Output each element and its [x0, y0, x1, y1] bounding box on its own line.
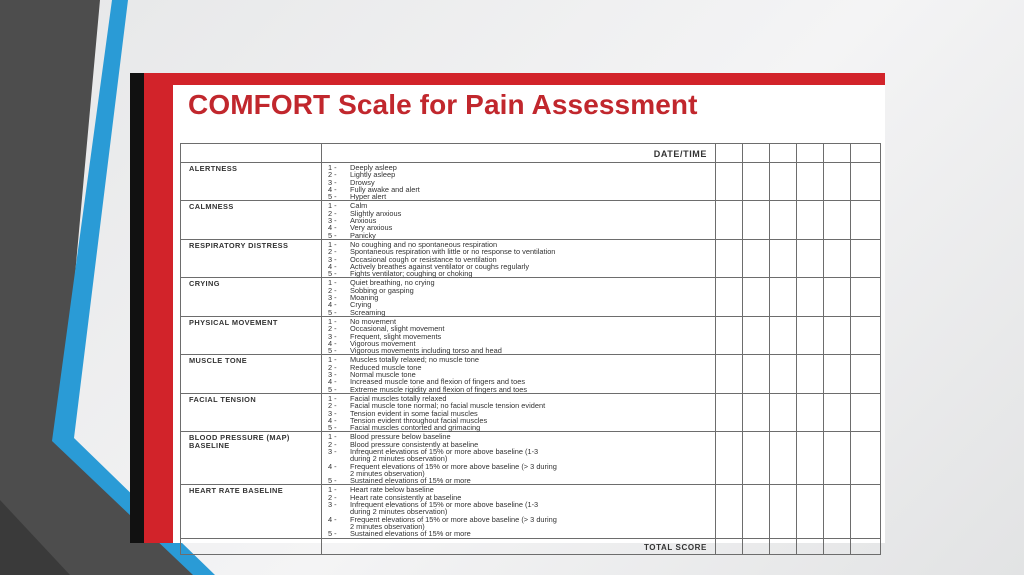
category-row [181, 316, 881, 354]
option-text: Very anxious [350, 223, 393, 233]
option-text: Blood pressure consistently at baseline [350, 439, 479, 449]
score-cell[interactable] [770, 538, 797, 554]
score-cell[interactable] [743, 163, 770, 201]
category-row [181, 201, 881, 239]
score-cell[interactable] [824, 355, 851, 393]
option-number: 3 - [328, 177, 337, 187]
red-side-bar [144, 73, 173, 543]
option-line [328, 232, 712, 239]
score-cell[interactable] [824, 144, 851, 163]
score-cell[interactable] [770, 485, 797, 538]
category-options [322, 163, 716, 201]
option-text: Tension evident in some facial muscles [350, 408, 478, 418]
score-cell[interactable] [770, 144, 797, 163]
option-number: 5 - [328, 384, 337, 394]
score-cell[interactable] [824, 278, 851, 316]
header-blank [181, 144, 322, 163]
score-cell[interactable] [770, 239, 797, 277]
category-name: FACIAL TENSION [181, 393, 322, 431]
category-row [181, 278, 881, 316]
score-cell[interactable] [851, 393, 881, 431]
option-number: 2 - [328, 285, 337, 295]
option-number: 1 - [328, 393, 337, 403]
score-cell[interactable] [770, 316, 797, 354]
option-text: Sobbing or gasping [350, 285, 414, 295]
score-cell[interactable] [851, 355, 881, 393]
score-cell[interactable] [770, 355, 797, 393]
category-name: CALMNESS [181, 201, 322, 239]
option-number: 2 - [328, 324, 337, 334]
page-title: COMFORT Scale for Pain Assessment [188, 89, 698, 120]
score-cell[interactable] [716, 201, 743, 239]
score-cell[interactable] [797, 355, 824, 393]
option-number: 5 - [328, 307, 337, 317]
category-row [181, 432, 881, 485]
score-cell[interactable] [770, 432, 797, 485]
option-number: 4 - [328, 377, 337, 387]
header-row [181, 144, 881, 163]
option-number: 1 - [328, 316, 337, 326]
comfort-scale-table [180, 143, 881, 555]
option-text: Normal muscle tone [350, 370, 416, 380]
score-cell[interactable] [797, 278, 824, 316]
score-cell[interactable] [851, 163, 881, 201]
black-side-bar [130, 73, 144, 543]
total-blank [181, 538, 322, 554]
category-name: CRYING [181, 278, 322, 316]
score-cell[interactable] [851, 278, 881, 316]
category-name: HEART RATE BASELINE [181, 485, 322, 538]
option-text: Actively breathes against ventilator or coughs regularly [350, 261, 530, 271]
option-number: 3 - [328, 293, 337, 303]
score-cell[interactable] [770, 201, 797, 239]
option-text: during 2 minutes observation) [350, 507, 448, 517]
score-cell[interactable] [743, 239, 770, 277]
option-number: 3 - [328, 446, 337, 456]
score-cell[interactable] [851, 201, 881, 239]
score-cell[interactable] [824, 201, 851, 239]
option-text: Calm [350, 201, 368, 211]
option-text: Fully awake and alert [350, 184, 420, 194]
score-cell[interactable] [797, 432, 824, 485]
category-row [181, 355, 881, 393]
score-cell[interactable] [851, 316, 881, 354]
option-number: 2 - [328, 492, 337, 502]
score-cell[interactable] [851, 432, 881, 485]
category-name: ALERTNESS [181, 163, 322, 201]
option-number: 5 - [328, 192, 337, 202]
option-number: 1 - [328, 201, 337, 211]
score-cell[interactable] [743, 485, 770, 538]
option-text: Moaning [350, 293, 379, 303]
category-name: MUSCLE TONE [181, 355, 322, 393]
score-cell[interactable] [716, 432, 743, 485]
option-number: 4 - [328, 338, 337, 348]
category-row [181, 163, 881, 201]
category-options [322, 432, 716, 485]
score-cell[interactable] [797, 485, 824, 538]
option-text: Crying [350, 300, 372, 310]
score-cell[interactable] [797, 201, 824, 239]
option-text: Spontaneous respiration with little or no response to ventilation [350, 247, 556, 257]
score-cell[interactable] [770, 163, 797, 201]
option-number: 3 - [328, 500, 337, 510]
category-options [322, 239, 716, 277]
option-text: 2 minutes observation) [350, 468, 425, 478]
option-text: Sustained elevations of 15% or more [350, 476, 471, 486]
option-number: 5 - [328, 230, 337, 240]
option-number: 2 - [328, 439, 337, 449]
option-text: Muscles totally relaxed; no muscle tone [350, 355, 479, 365]
option-text: Vigorous movements including torso and head [350, 346, 502, 356]
option-number: 2 - [328, 208, 337, 218]
score-cell[interactable] [743, 278, 770, 316]
option-number: 3 - [328, 408, 337, 418]
option-number: 3 - [328, 254, 337, 264]
score-cell[interactable] [716, 538, 743, 554]
option-text: Frequent, slight movements [350, 331, 442, 341]
option-number: 4 - [328, 223, 337, 233]
category-name: BLOOD PRESSURE (MAP) BASELINE [181, 432, 322, 485]
option-text: Tension evident throughout facial muscles [350, 415, 488, 425]
score-cell[interactable] [797, 144, 824, 163]
option-number: 1 - [328, 485, 337, 495]
score-cell[interactable] [770, 393, 797, 431]
option-number: 2 - [328, 362, 337, 372]
score-cell[interactable] [797, 239, 824, 277]
option-text: Occasional, slight movement [350, 324, 445, 334]
option-number: 3 - [328, 370, 337, 380]
option-text: Quiet breathing, no crying [350, 278, 435, 288]
category-row [181, 485, 881, 538]
option-line [328, 309, 712, 316]
date-time-header: DATE/TIME [322, 144, 716, 163]
score-cell[interactable] [716, 163, 743, 201]
red-top-band [130, 73, 885, 85]
option-number: 5 - [328, 476, 337, 486]
option-text: Panicky [350, 230, 376, 240]
score-cell[interactable] [797, 538, 824, 554]
option-text: Slightly anxious [350, 208, 402, 218]
option-text: 2 minutes observation) [350, 521, 425, 531]
score-cell[interactable] [716, 278, 743, 316]
score-cell[interactable] [797, 316, 824, 354]
option-text: Increased muscle tone and flexion of fingers and toes [350, 377, 526, 387]
option-line [328, 210, 712, 217]
option-text: Facial muscle tone normal; no facial muscle tension evident [350, 401, 546, 411]
score-cell[interactable] [824, 163, 851, 201]
option-number: 1 - [328, 163, 337, 172]
category-options [322, 485, 716, 538]
total-score-label: TOTAL SCORE [322, 538, 716, 554]
option-text: Frequent elevations of 15% or more above baseline (> 3 during [350, 461, 557, 471]
category-options [322, 201, 716, 239]
option-text: Vigorous movement [350, 338, 416, 348]
comfort-scale-image [130, 73, 885, 552]
total-row [181, 538, 881, 554]
score-cell[interactable] [797, 393, 824, 431]
option-number: 3 - [328, 216, 337, 226]
option-number: 4 - [328, 461, 337, 471]
option-number: 5 - [328, 423, 337, 433]
option-number: 4 - [328, 514, 337, 524]
option-line [328, 224, 712, 231]
option-text: Sustained elevations of 15% or more [350, 529, 471, 539]
score-cell[interactable] [770, 278, 797, 316]
score-cell[interactable] [824, 239, 851, 277]
option-line [328, 294, 712, 301]
score-cell[interactable] [743, 393, 770, 431]
option-number: 2 - [328, 401, 337, 411]
option-number: 2 - [328, 170, 337, 180]
option-number: 1 - [328, 432, 337, 442]
score-cell[interactable] [824, 432, 851, 485]
score-cell[interactable] [716, 239, 743, 277]
score-cell[interactable] [824, 485, 851, 538]
option-line [328, 193, 712, 200]
option-number: 1 - [328, 239, 337, 249]
option-number: 5 - [328, 346, 337, 356]
option-text: Facial muscles contorted and grimacing [350, 423, 481, 433]
option-text: Heart rate consistently at baseline [350, 492, 462, 502]
option-number: 1 - [328, 355, 337, 365]
option-text: Fights ventilator; coughing or choking [350, 269, 473, 279]
option-line [328, 287, 712, 294]
option-text: Deeply asleep [350, 163, 397, 172]
score-cell[interactable] [851, 538, 881, 554]
score-cell[interactable] [824, 316, 851, 354]
option-number: 5 - [328, 529, 337, 539]
option-text: Infrequent elevations of 15% or more above baseline (1-3 [350, 446, 539, 456]
option-number: 4 - [328, 261, 337, 271]
option-text: Reduced muscle tone [350, 362, 422, 372]
category-options [322, 393, 716, 431]
category-name: PHYSICAL MOVEMENT [181, 316, 322, 354]
category-row [181, 239, 881, 277]
category-name: RESPIRATORY DISTRESS [181, 239, 322, 277]
option-line [328, 171, 712, 178]
score-cell[interactable] [743, 201, 770, 239]
option-line [328, 530, 712, 537]
option-line [328, 386, 712, 393]
option-number: 1 - [328, 278, 337, 288]
option-text: during 2 minutes observation) [350, 454, 448, 464]
score-cell[interactable] [716, 485, 743, 538]
score-cell[interactable] [743, 538, 770, 554]
score-cell[interactable] [851, 144, 881, 163]
option-text: Frequent elevations of 15% or more above baseline (> 3 during [350, 514, 557, 524]
option-text: Hyper alert [350, 192, 387, 202]
option-line [328, 270, 712, 277]
option-text: Lightly asleep [350, 170, 396, 180]
option-text: Extreme muscle rigidity and flexion of fingers and toes [350, 384, 528, 394]
option-line [328, 424, 712, 431]
score-cell[interactable] [716, 316, 743, 354]
option-number: 5 - [328, 269, 337, 279]
category-row [181, 393, 881, 431]
score-cell[interactable] [743, 316, 770, 354]
score-cell[interactable] [743, 355, 770, 393]
option-text: Screaming [350, 307, 386, 317]
option-text: Heart rate below baseline [350, 485, 434, 495]
option-text: Occasional cough or resistance to ventilation [350, 254, 497, 264]
option-line [328, 477, 712, 484]
option-line [328, 347, 712, 354]
score-cell[interactable] [716, 144, 743, 163]
option-text: Facial muscles totally relaxed [350, 393, 447, 403]
option-text: Drowsy [350, 177, 375, 187]
option-line [328, 301, 712, 308]
option-number: 4 - [328, 184, 337, 194]
score-cell[interactable] [797, 163, 824, 201]
score-cell[interactable] [851, 485, 881, 538]
option-text: Blood pressure below baseline [350, 432, 451, 442]
option-number: 2 - [328, 247, 337, 257]
score-cell[interactable] [743, 432, 770, 485]
score-cell[interactable] [716, 355, 743, 393]
option-number: 4 - [328, 300, 337, 310]
category-options [322, 355, 716, 393]
option-number: 4 - [328, 415, 337, 425]
score-cell[interactable] [851, 239, 881, 277]
score-cell[interactable] [824, 538, 851, 554]
option-text: Infrequent elevations of 15% or more above baseline (1-3 [350, 500, 539, 510]
option-text: No movement [350, 316, 397, 326]
score-cell[interactable] [716, 393, 743, 431]
score-cell[interactable] [824, 393, 851, 431]
score-cell[interactable] [743, 144, 770, 163]
option-text: Anxious [350, 216, 377, 226]
category-options [322, 278, 716, 316]
option-number: 3 - [328, 331, 337, 341]
option-text: No coughing and no spontaneous respiration [350, 239, 498, 249]
category-options [322, 316, 716, 354]
